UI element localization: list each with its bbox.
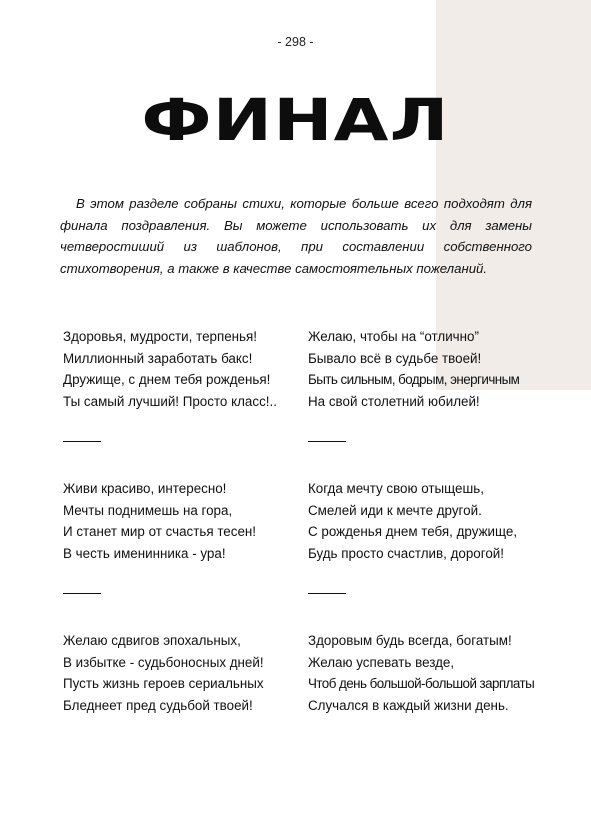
stanza-divider — [63, 441, 101, 442]
page-number: - 298 - — [277, 35, 314, 49]
poem-line: Желаю, чтобы на “отлично” — [308, 329, 479, 344]
stanza-divider — [308, 593, 346, 594]
intro-paragraph: В этом разделе собраны стихи, которые больше всего подходят для финала поздравления. Вы можете использовать их для замены четверостиший из шаблонов, при составлении собственного стихотворения, а также в качестве самостоятельных пожеланий. — [60, 196, 532, 276]
stanza-right-1 — [308, 326, 548, 412]
poem-column-left — [63, 326, 303, 716]
poem-line: Ты самый лучший! Просто класс!.. — [63, 393, 277, 409]
poem-line: Живи красиво, интересно! — [63, 481, 227, 496]
poem-line: Желаю сдвигов эпохальных, — [63, 633, 241, 648]
stanza-divider — [63, 593, 101, 594]
poem-line: Чтоб день большой-большой зарплаты — [308, 676, 535, 691]
poem-line: И станет мир от счастья тесен! — [63, 524, 257, 539]
stanza-left-3 — [63, 630, 303, 716]
stanza-left-2 — [63, 478, 303, 564]
poem-line: Миллионный заработать бакс! — [63, 350, 253, 366]
poem-line: С рожденья днем тебя, дружище, — [308, 524, 518, 539]
poem-line: На свой столетний юбилей! — [308, 393, 480, 409]
page-title: ФИНАЛ — [141, 86, 450, 154]
poem-line: В избытке - судьбоносных дней! — [63, 654, 264, 670]
stanza-right-2 — [308, 478, 548, 564]
stanza-divider — [308, 441, 346, 442]
poem-line: Здоровья, мудрости, терпенья! — [63, 329, 258, 344]
poem-line: Когда мечту свою отыщешь, — [308, 481, 484, 496]
poem-column-right — [308, 326, 548, 716]
poem-line: Дружище, с днем тебя рожденья! — [63, 372, 271, 387]
poem-line: Пусть жизнь героев сериальных — [63, 676, 264, 691]
poem-line: В честь именинника - ура! — [63, 545, 226, 561]
poem-line: Бывало всё в судьбе твоей! — [308, 350, 482, 366]
stanza-left-1 — [63, 326, 303, 412]
poem-line: Смелей иди к мечте другой. — [308, 502, 482, 518]
poem-line: Здоровым будь всегда, богатым! — [308, 633, 512, 648]
poem-line: Быть сильным, бодрым, энергичным — [308, 372, 520, 387]
stanza-right-3 — [308, 630, 548, 716]
poem-line: Желаю успевать везде, — [308, 654, 455, 670]
poem-line: Мечты поднимешь на гора, — [63, 502, 233, 518]
poem-line: Случался в каждый жизни день. — [308, 697, 509, 713]
poem-line: Бледнеет пред судьбой твоей! — [63, 697, 253, 713]
poem-line: Будь просто счастлив, дорогой! — [308, 545, 504, 561]
